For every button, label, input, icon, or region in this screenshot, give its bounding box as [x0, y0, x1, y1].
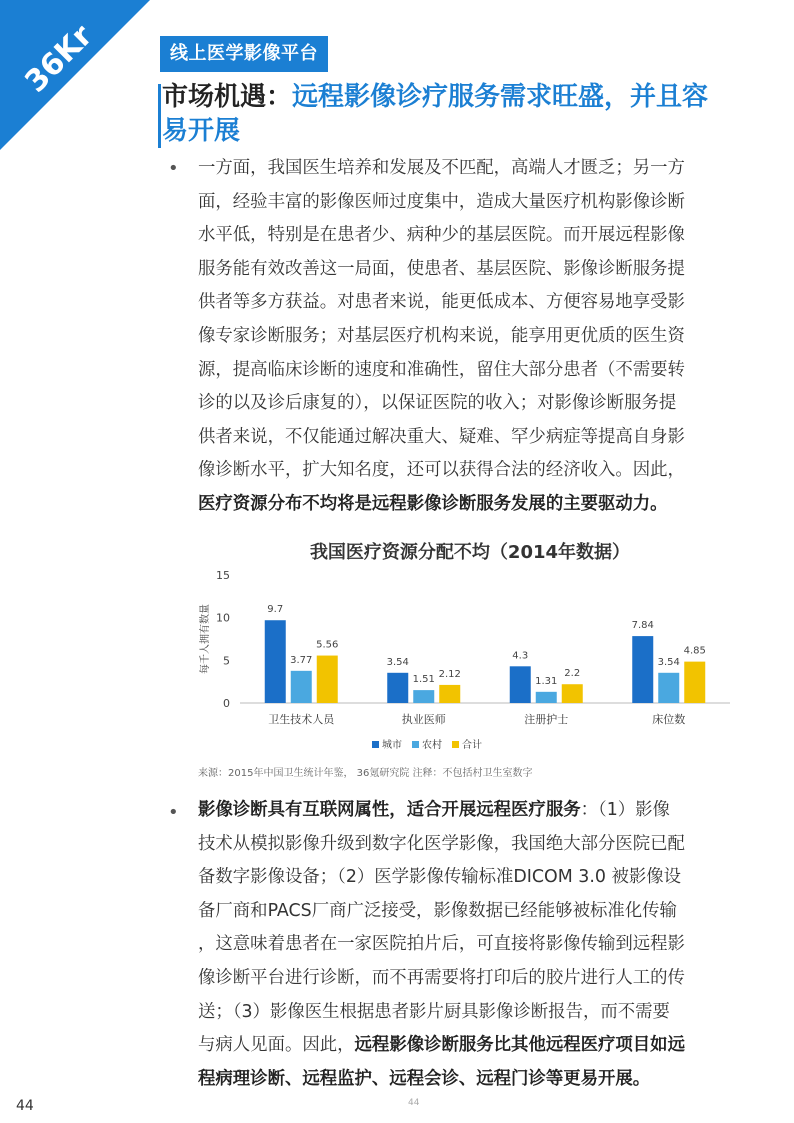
section-tag: 线上医学影像平台 — [160, 36, 328, 72]
para1-line: 供者等多方获益。对患者来说，能更低成本、方便容易地享受影 — [198, 292, 685, 313]
bar-合计-床位数 — [684, 662, 705, 703]
para1-line: 服务能有效改善这一局面，使患者、基层医院、影像诊断服务提 — [198, 258, 685, 279]
data-label: 3.54 — [657, 656, 680, 668]
para1-line: 一方面，我国医生培养和发展及不匹配，高端人才匮乏；另一方 — [198, 158, 685, 178]
data-label: 1.51 — [412, 674, 435, 686]
y-tick-label: 10 — [216, 611, 230, 625]
para2-lead: 影像诊断具有互联网属性，适合开展远程医疗服务 — [198, 800, 581, 820]
bar-合计-注册护士 — [562, 684, 583, 703]
title-accent-bar — [158, 84, 161, 148]
para2-line: ：（1）影像 — [580, 800, 670, 820]
page-number: 44 — [16, 1098, 34, 1114]
data-label: 9.7 — [267, 604, 284, 616]
data-label: 2.2 — [564, 668, 581, 680]
data-label: 7.84 — [631, 620, 654, 632]
bar-农村-注册护士 — [536, 692, 557, 703]
title-prefix: 市场机遇： — [162, 82, 293, 112]
y-axis-label: 每千人拥有数量 — [200, 604, 211, 674]
brand-logo — [0, 0, 150, 150]
bar-城市-床位数 — [632, 636, 653, 703]
data-label: 4.3 — [512, 650, 529, 662]
category-label: 执业医师 — [401, 713, 446, 726]
data-label: 4.85 — [683, 645, 706, 657]
legend-swatch — [452, 741, 459, 748]
para1-line: 像诊断水平，扩大知名度，还可以获得合法的经济收入。因此， — [198, 460, 685, 481]
bullet-1: • — [168, 158, 179, 179]
para1-line: 像专家诊断服务；对基层医疗机构来说，能享用更优质的医生资 — [198, 325, 685, 346]
para1-line: 源，提高临床诊断的速度和准确性，留住大部分患者（不需要转 — [198, 359, 685, 380]
bar-农村-卫生技术人员 — [291, 671, 312, 703]
category-label: 床位数 — [652, 713, 686, 726]
bar-城市-执业医师 — [387, 673, 408, 703]
para2-line: ，这意味着患者在一家医院拍片后，可直接将影像传输到远程影 — [198, 934, 685, 955]
data-label: 1.31 — [535, 675, 558, 687]
para1-line: 诊的以及诊后康复的），以保证医院的收入；对影像诊断服务提 — [198, 393, 677, 414]
y-tick-label: 0 — [223, 697, 230, 710]
para1-conclusion: 医疗资源分布不均将是远程影像诊断服务发展的主要驱动力。 — [198, 493, 668, 514]
data-label: 2.12 — [438, 668, 461, 680]
para2-line: 像诊断平台进行诊断，而不再需要将打印后的胶片进行人工的传 — [198, 967, 685, 988]
bar-合计-卫生技术人员 — [317, 656, 338, 703]
paragraph-2 — [198, 794, 738, 1096]
page-title — [162, 80, 762, 148]
category-label: 注册护士 — [524, 713, 569, 726]
paragraph-1 — [198, 152, 738, 522]
data-label: 3.77 — [290, 654, 313, 666]
bar-农村-床位数 — [658, 673, 679, 703]
para2-line: 与病人见面。因此， — [198, 1035, 355, 1056]
para2-line: 技术从模拟影像升级到数字化医学影像，我国绝大部分医院已配 — [198, 833, 685, 854]
data-label: 5.56 — [316, 639, 339, 651]
title-highlight-2: 易开展 — [162, 116, 241, 146]
para2-conclusion-2: 程病理诊断、远程监护、远程会诊、远程门诊等更易开展。 — [198, 1068, 651, 1089]
legend-label: 合计 — [462, 740, 482, 751]
category-label: 卫生技术人员 — [268, 713, 335, 726]
bar-农村-执业医师 — [413, 690, 434, 703]
para1-line: 面，经验丰富的影像医师过度集中，造成大量医疗机构影像诊断 — [198, 191, 685, 212]
bar-chart — [190, 565, 750, 765]
data-label: 3.54 — [386, 656, 409, 668]
para1-line: 水平低，特别是在患者少、病种少的基层医院。而开展远程影像 — [198, 225, 685, 246]
legend-swatch — [372, 741, 379, 748]
para2-line: 送；（3）影像医生根据患者影片厨具影像诊断报告，而不需要 — [198, 1001, 670, 1022]
bullet-2: • — [168, 802, 179, 823]
chart-title: 我国医疗资源分配不均（2014年数据） — [309, 542, 631, 563]
para2-line: 备数字影像设备；（2）医学影像传输标准DICOM 3.0 被影像设 — [198, 867, 682, 888]
legend-label: 农村 — [422, 740, 442, 751]
y-tick-label: 5 — [223, 654, 230, 668]
page-number-center: 44 — [408, 1098, 420, 1108]
legend-label: 城市 — [382, 740, 402, 751]
y-tick-label: 15 — [216, 569, 230, 582]
bar-城市-卫生技术人员 — [265, 620, 286, 703]
para2-conclusion-1: 远程影像诊断服务比其他远程医疗项目如远 — [354, 1035, 685, 1056]
bar-合计-执业医师 — [439, 685, 460, 703]
svg-text:36Kr: 36Kr — [18, 18, 100, 100]
para1-line: 供者来说，不仅能通过解决重大、疑难、罕少病症等提高自身影 — [198, 426, 685, 447]
title-highlight-1: 远程影像诊疗服务需求旺盛，并且容 — [292, 82, 709, 112]
legend-swatch — [412, 741, 419, 748]
para2-line: 备厂商和PACS厂商广泛接受，影像数据已经能够被标准化传输 — [198, 900, 677, 921]
bar-城市-注册护士 — [510, 666, 531, 703]
chart-source: 来源：2015年中国卫生统计年鉴， 36氪研究院 注释：不包括村卫生室数字 — [198, 768, 533, 779]
